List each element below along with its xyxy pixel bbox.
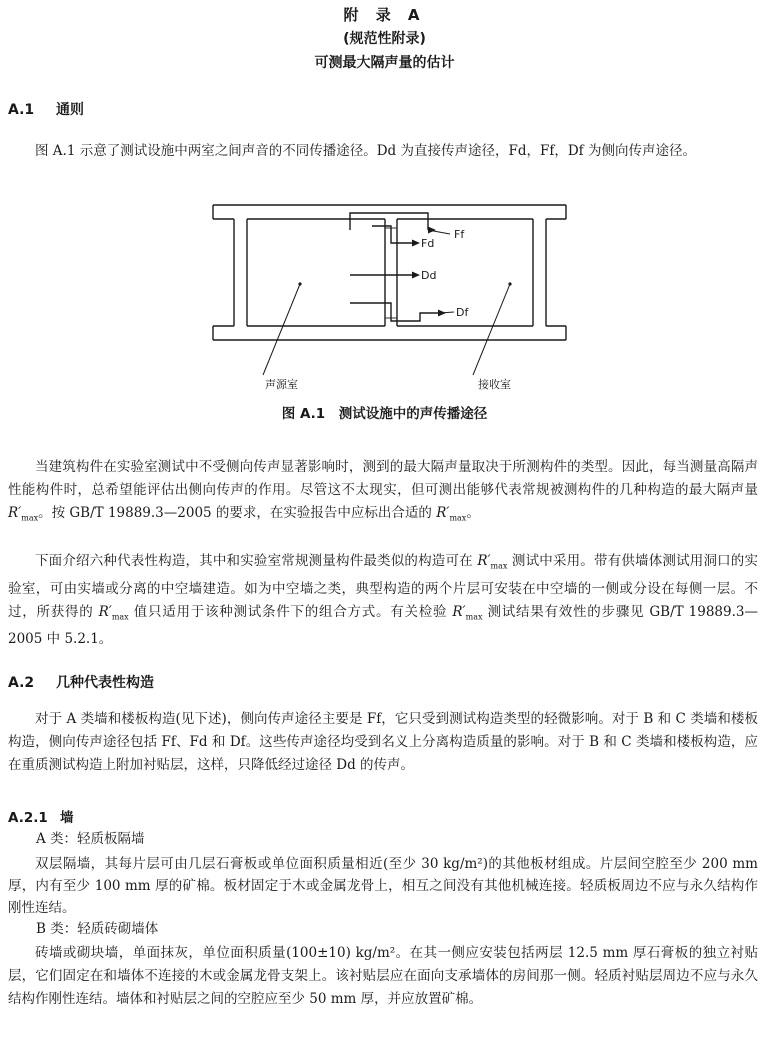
paragraph-intro: 图 A.1 示意了测试设施中两室之间声音的不同传播途径。Dd 为直接传声途径，Fd，Ff，Df 为侧向传声途径。: [35, 143, 696, 159]
appendix-title: 附 录 A: [343, 6, 426, 24]
appendix-subtitle: (规范性附录): [343, 31, 426, 47]
section-a1-heading: [8, 99, 84, 119]
label-class-a: A 类：轻质板隔墙: [36, 831, 145, 847]
appendix-heading: 可测最大隔声量的估计: [314, 55, 455, 71]
section-number: A.2.1: [8, 810, 48, 826]
text-run: 。按 GB/T 19889.3—2005 的要求，在实验报告中应标出合适的: [38, 505, 437, 521]
paragraph-six-constructions: [8, 550, 758, 651]
paragraph-class-b: 砖墙或砌块墙，单面抹灰，单位面积质量(100±10) kg/m²。在其一侧应安装包括两层 12.5 mm 厚石膏板的独立衬贴层，它们固定在和墙体不连接的木或金属龙骨支架上。该衬贴层应在面向支承墙体的房间那一侧。轻质衬贴层周边不应与永久结构作刚性连结。墙体和衬贴层之间的空腔应至少 50 mm 厚，并应放置矿棉。: [8, 945, 758, 1007]
section-a21-heading: [8, 806, 74, 826]
paragraph-class-a: 双层隔墙，其每片层可由几层石膏板或单位面积质量相近(至少 30 kg/m²)的其他板材组成。片层间空腔至少 200 mm 厚，内有至少 100 mm 厚的矿棉。板材固定于木或金属龙骨上，相互之间没有其他机械连接。轻质板周边不应与永久结构作刚性连结。: [8, 856, 758, 916]
text-run: 。: [466, 505, 480, 521]
text-run: 当建筑构件在实验室测试中不受侧向传声显著影响时，测到的最大隔声量取决于所测构件的类型。因此，每当测量高隔声性能构件时，总希望能评估出侧向传声的作用。尽管这不太现实，但可测出能够代表常规被测构件的几种构造的最大隔声量: [8, 459, 758, 498]
text-run: 下面介绍六种代表性构造，其中和实验室常规测量构件最类似的构造可在: [35, 553, 478, 569]
text-run: 值只适用于该种测试条件下的组合方式。有关检验: [128, 603, 453, 620]
paragraph-flanking-types: 对于 A 类墙和楼板构造(见下述)，侧向传声途径主要是 Ff，它只受到测试构造类型的轻微影响。对于 B 和 C 类墙和楼板构造，侧向传声途径包括 Ff、Fd 和 Df。这些传声途径均受到名义上分离构造质量的影响。对于 B 和 C 类墙和楼板构造，应在重质测试构造上附加衬贴层，这样，只降低经过途径 Dd 的传声。: [8, 711, 758, 773]
paragraph-max-insulation: [8, 456, 758, 530]
symbol-max: max: [111, 612, 129, 622]
section-title: 墙: [60, 810, 74, 826]
symbol-r: R′: [98, 603, 112, 620]
section-number: A.1: [8, 102, 35, 118]
label-receiving-room: 接收室: [478, 378, 511, 391]
section-number: A.2: [8, 675, 35, 691]
symbol-r: R′: [436, 505, 450, 521]
figure-a1: [0, 190, 769, 430]
text-run: 测试结果有效性的步骤见 GB/T 19889.3—2005 中 5.2.1。: [8, 603, 758, 648]
symbol-r: R′: [8, 505, 22, 521]
symbol-max: max: [449, 513, 467, 523]
figure-caption: 图 A.1 测试设施中的声传播途径: [281, 406, 488, 422]
symbol-max: max: [21, 513, 39, 523]
label-dd: Dd: [421, 269, 437, 282]
label-fd: Fd: [421, 237, 435, 250]
label-class-b: B 类：轻质砖砌墙体: [36, 921, 159, 937]
label-ff: Ff: [454, 228, 465, 241]
section-title: 通则: [56, 102, 84, 118]
label-df: Df: [456, 306, 469, 319]
symbol-r: R′: [477, 553, 491, 569]
symbol-max: max: [465, 612, 483, 622]
section-title: 几种代表性构造: [56, 675, 154, 691]
section-a2-heading: [8, 672, 154, 692]
symbol-max: max: [490, 561, 508, 571]
text-run: 测试中采用。带有供墙体测试用洞口的实验室，可由实墙或分离的中空墙建造。如为中空墙之类，典型构造的两个片层可安装在中空墙的一侧或分设在每侧一层。不过，所获得的: [8, 553, 758, 620]
symbol-r: R′: [452, 603, 466, 620]
label-source-room: 声源室: [265, 378, 298, 391]
